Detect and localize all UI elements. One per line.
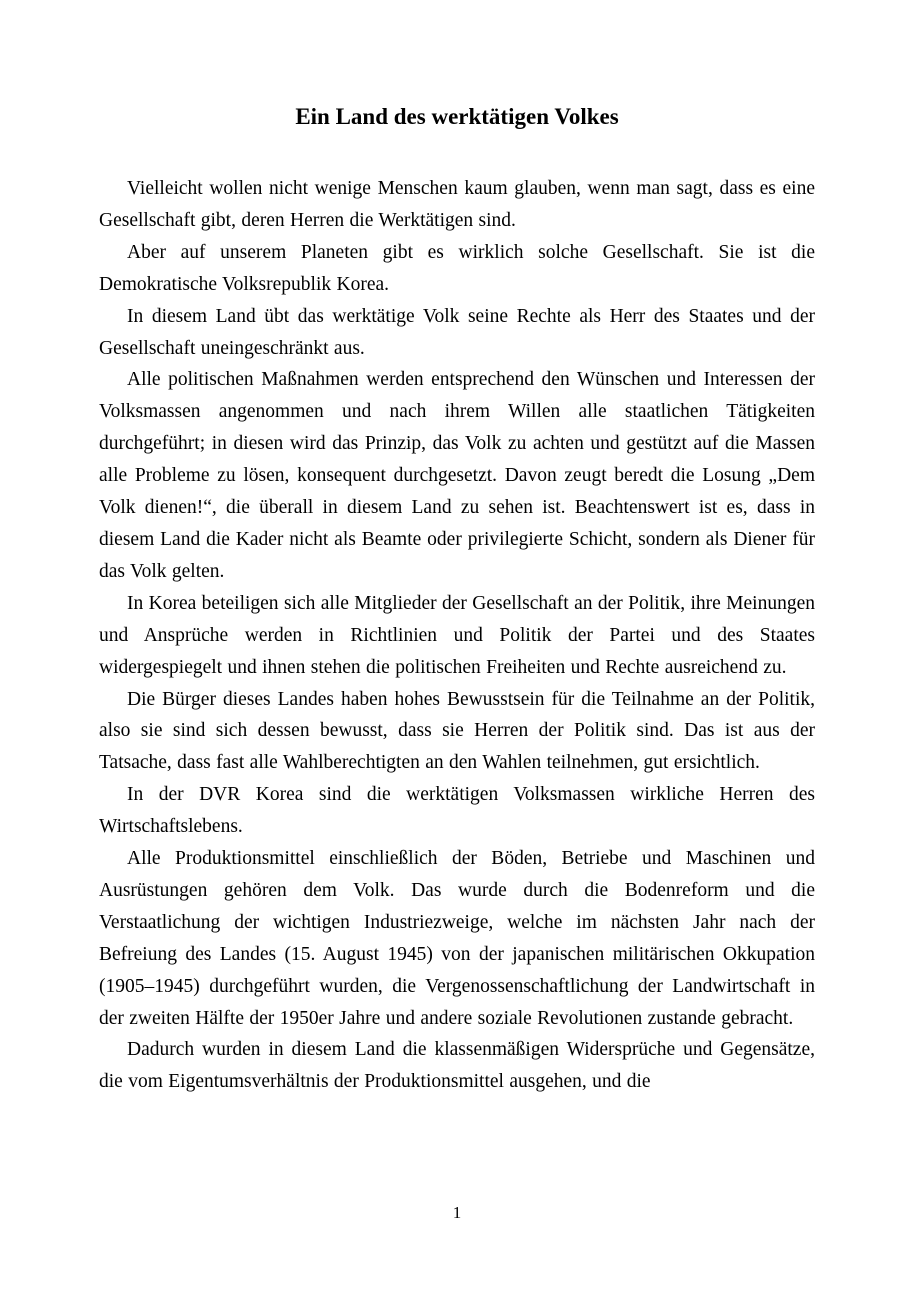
paragraph-6: Die Bürger dieses Landes haben hohes Bewusstsein für die Teilnahme an der Politik, also sie sind sich dessen bewusst, dass sie Herren der Politik sind. Das ist aus der Tatsache, dass fast alle Wahlberechtigten an den Wahlen teilnehmen, gut ersichtlich. xyxy=(99,688,815,774)
paragraph-9: Dadurch wurden in diesem Land die klassenmäßigen Widersprüche und Gegensätze, die vom Eigentumsverhältnis der Produktionsmittel ausgehen, und die xyxy=(99,1039,815,1093)
document-title: Ein Land des werktätigen Volkes xyxy=(295,104,619,129)
paragraph-4: Alle politischen Maßnahmen werden entsprechend den Wünschen und Interessen der Volksmassen angenommen und nach ihrem Willen alle staatlichen Tätigkeiten durchgeführt; in diesen wird das Prinzip, das Volk zu achten und gestützt auf die Massen alle Probleme zu lösen, konsequent durchgesetzt. Davon zeugt beredt die Losung „Dem Volk dienen!“, die überall in diesem Land zu sehen ist. Beachtenswert ist es, dass in diesem Land die Kader nicht als Beamte oder privilegierte Schicht, sondern als Diener für das Volk gelten. xyxy=(99,369,815,582)
paragraph-3: In diesem Land übt das werktätige Volk seine Rechte als Herr des Staates und der Gesellschaft uneingeschränkt aus. xyxy=(99,305,815,359)
paragraph-8: Alle Produktionsmittel einschließlich der Böden, Betriebe und Maschinen und Ausrüstungen gehören dem Volk. Das wurde durch die Bodenreform und die Verstaatlichung der wichtigen Industriezweige, welche im nächsten Jahr nach der Befreiung des Landes (15. August 1945) von der japanischen militärischen Okkupation (1905–1945) durchgeführt wurden, die Vergenossenschaftlichung der Landwirtschaft in der zweiten Hälfte der 1950er Jahre und andere soziale Revolutionen zustande gebracht. xyxy=(99,848,815,1029)
paragraph-7: In der DVR Korea sind die werktätigen Volksmassen wirkliche Herren des Wirtschaftslebens. xyxy=(99,784,815,838)
page-number: 1 xyxy=(452,1203,462,1222)
paragraph-2: Aber auf unserem Planeten gibt es wirklich solche Gesellschaft. Sie ist die Demokratische Volksrepublik Korea. xyxy=(99,241,815,295)
document-content xyxy=(99,102,815,1098)
paragraph-1: Vielleicht wollen nicht wenige Menschen kaum glauben, wenn man sagt, dass es eine Gesellschaft gibt, deren Herren die Werktätigen sind. xyxy=(99,178,815,231)
document-body xyxy=(99,173,815,1098)
paragraph-5: In Korea beteiligen sich alle Mitglieder der Gesellschaft an der Politik, ihre Meinungen und Ansprüche werden in Richtlinien und Politik der Partei und des Staates widergespiegelt und ihnen stehen die politischen Freiheiten und Rechte ausreichend zu. xyxy=(99,592,815,678)
